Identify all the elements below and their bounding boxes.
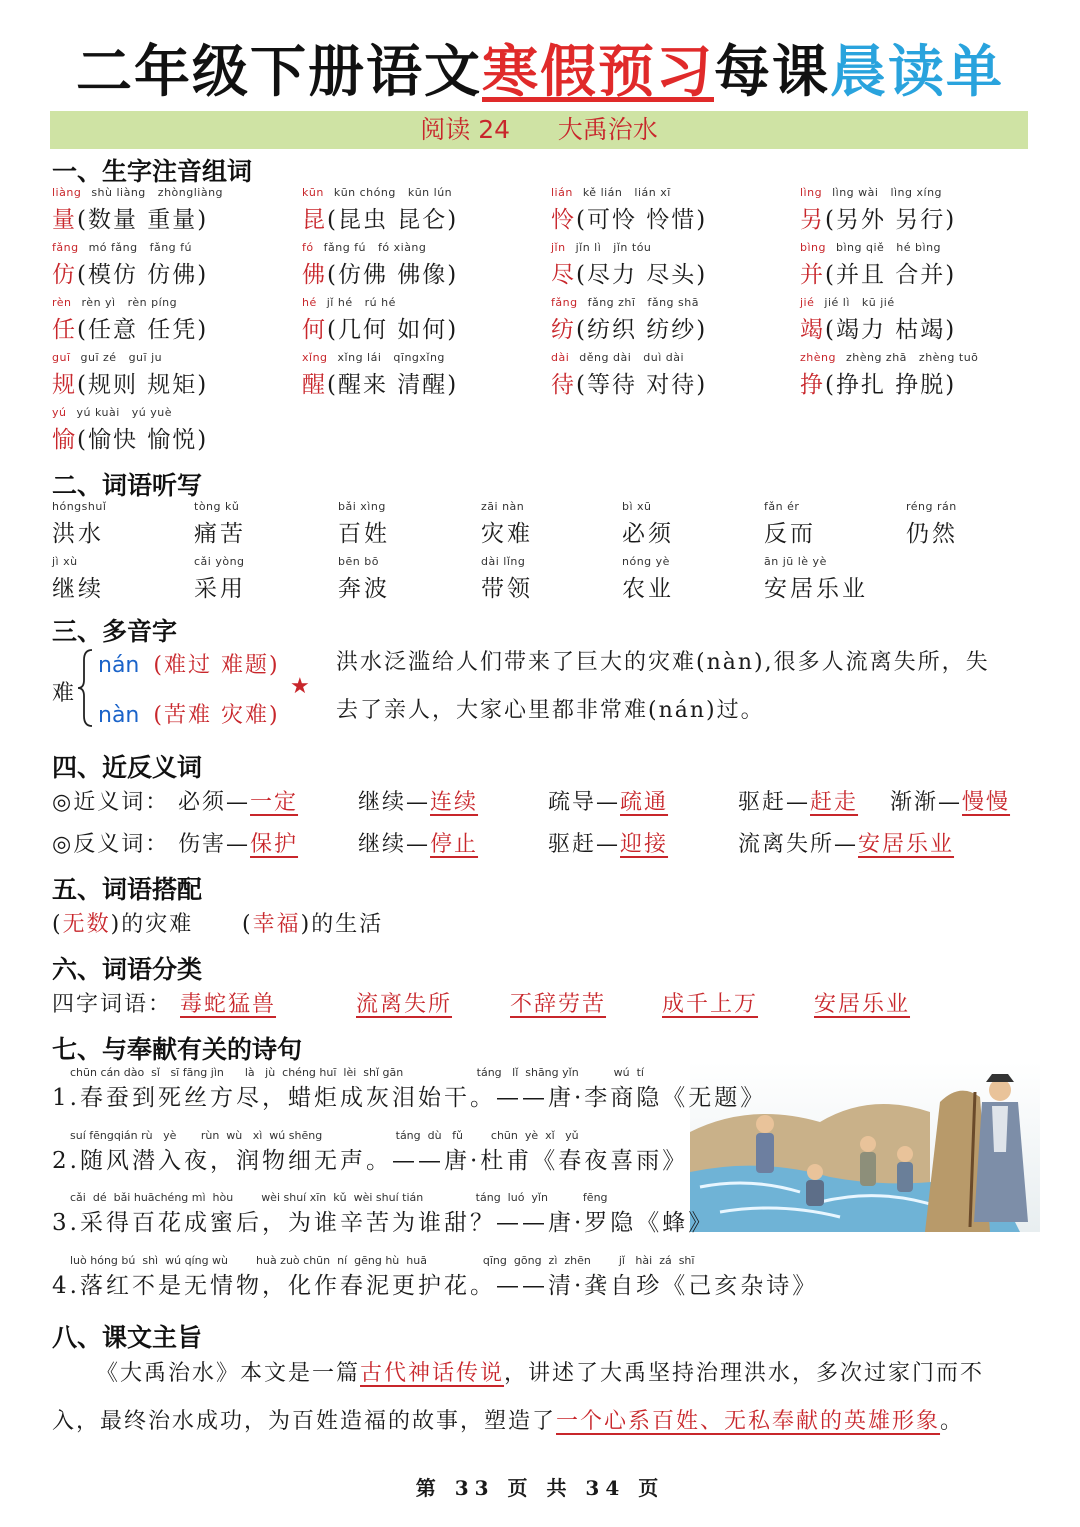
reading-1	[98, 648, 280, 679]
char-entry	[52, 351, 302, 399]
char-words	[52, 311, 302, 344]
word2-pinyin: qīngxǐng	[393, 351, 445, 364]
example-words: (纺织 纺纱)	[576, 317, 708, 343]
dictation-word	[52, 500, 192, 548]
example-words: (尽力 尽头)	[576, 262, 708, 288]
char-pinyin: fó	[302, 241, 314, 254]
example-words: (并且 合并)	[825, 262, 957, 288]
antonym-word: 流离失所—	[738, 832, 859, 857]
char-entry	[302, 186, 552, 234]
dictation-word	[481, 555, 621, 603]
word-pinyin: zāi nàn	[481, 500, 525, 513]
char-words	[52, 366, 302, 399]
word-text: 采用	[194, 576, 246, 602]
char-words	[800, 366, 1050, 399]
section1-heading: 一、生字注音组词	[52, 157, 253, 186]
antonym-pair	[358, 827, 478, 858]
char-pinyin: lìng	[800, 186, 823, 199]
word-pinyin: hóngshuǐ	[52, 500, 107, 513]
char-pinyin: hé	[302, 296, 317, 309]
word-text: 农业	[622, 576, 674, 602]
target-char: 竭	[800, 317, 825, 343]
target-char: 另	[800, 207, 825, 233]
four-char-word: 成千上万	[662, 992, 759, 1017]
char-entry	[551, 351, 801, 399]
title-part4: 晨读单	[830, 40, 1004, 105]
title-part2: 寒假预习	[482, 40, 714, 105]
char-pinyin: zhèng	[800, 351, 836, 364]
lesson-banner	[50, 111, 1028, 149]
collocation-2-text: )的生活	[300, 912, 384, 937]
char-entry	[302, 351, 552, 399]
word-pinyin: dài lǐng	[481, 555, 526, 568]
word2-pinyin: fǎng fú	[149, 241, 193, 254]
word-text: 灾难	[481, 521, 533, 547]
char-words	[800, 201, 1050, 234]
synonym-word: 疏导—	[548, 790, 621, 815]
synonym-answer: 一定	[250, 790, 299, 815]
word-text: 反而	[764, 521, 816, 547]
word2-pinyin: lìng xíng	[890, 186, 943, 199]
word-pinyin: bēn bō	[338, 555, 379, 568]
synonym-pair	[358, 785, 478, 816]
synonym-pair	[890, 785, 1010, 816]
poem-pinyin: luò hóng bú shì wú qíng wù huà zuò chūn ní gēng hù huā qīng gōng zì zhēn jǐ hài zá shī	[70, 1254, 695, 1267]
word2-pinyin: fǎng shā	[647, 296, 699, 309]
target-char: 怜	[551, 207, 576, 233]
antonym-label: ◎反义词：	[52, 832, 170, 857]
example-words: (竭力 枯竭)	[825, 317, 957, 343]
reading-2	[98, 698, 280, 729]
theme-line-1	[96, 1356, 984, 1387]
char-entry	[800, 296, 1050, 344]
antonym-word: 伤害—	[178, 832, 251, 857]
example-words: (昆虫 昆仑)	[327, 207, 459, 233]
word-text: 必须	[622, 521, 674, 547]
dictation-word	[194, 555, 334, 603]
word-text: 洪水	[52, 521, 104, 547]
antonym-word: 驱赶—	[548, 832, 621, 857]
word2-pinyin: yú yuè	[131, 406, 172, 419]
pinyin-line	[52, 186, 302, 201]
word-text: 仍然	[906, 521, 958, 547]
paren: (	[242, 912, 253, 937]
char-pinyin: fǎng	[551, 296, 578, 309]
char-pinyin: jié	[800, 296, 815, 309]
example-words: (任意 任凭)	[77, 317, 209, 343]
word1-pinyin: fǎng zhī	[587, 296, 636, 309]
word2-pinyin: zhèng tuō	[918, 351, 979, 364]
example-words: (可怜 怜惜)	[576, 207, 708, 233]
char-pinyin: kūn	[302, 186, 324, 199]
dictation-word	[481, 500, 621, 548]
synonym-word: 驱赶—	[738, 790, 811, 815]
pinyin-line	[52, 296, 302, 311]
word1-pinyin: kūn chóng	[333, 186, 396, 199]
char-words	[800, 311, 1050, 344]
char-words	[302, 311, 552, 344]
poem-line: 1.春蚕到死丝方尽，蜡炬成灰泪始干。——唐·李商隐《无题》	[52, 1085, 767, 1111]
dictation-word	[764, 555, 904, 603]
lesson-name: 大禹治水	[557, 115, 658, 144]
word1-pinyin: yú kuài	[76, 406, 120, 419]
word2-pinyin: zhòngliàng	[157, 186, 224, 199]
four-char-word: 不辞劳苦	[510, 992, 607, 1017]
pinyin-line	[800, 186, 1050, 201]
antonym-answer: 停止	[430, 832, 479, 857]
antonym-answer: 安居乐业	[858, 832, 955, 857]
dictation-word	[622, 555, 762, 603]
dictation-word	[194, 500, 334, 548]
word-pinyin: réng rán	[906, 500, 957, 513]
example-words: (数量 重量)	[77, 207, 209, 233]
example-words: (另外 另行)	[825, 207, 957, 233]
synonym-label: ◎近义词：	[52, 790, 170, 815]
pinyin-line	[52, 241, 302, 256]
synonym-pair	[548, 785, 668, 816]
word-pinyin: tòng kǔ	[194, 500, 240, 513]
word-text: 百姓	[338, 521, 390, 547]
pinyin-line	[52, 406, 302, 421]
dictation-word	[52, 555, 192, 603]
char-words	[551, 256, 801, 289]
word2-pinyin: rú hé	[364, 296, 396, 309]
antonym-pair	[548, 827, 668, 858]
reading-2-pinyin: nàn	[98, 703, 140, 728]
char-entry	[302, 296, 552, 344]
char-entry	[52, 186, 302, 234]
four-char-word: 毒蛇猛兽	[180, 992, 277, 1017]
char-pinyin: yú	[52, 406, 67, 419]
char-pinyin: jǐn	[551, 241, 566, 254]
char-pinyin: lián	[551, 186, 573, 199]
lesson-number: 阅读 24	[420, 115, 511, 144]
word-pinyin: nóng yè	[622, 555, 670, 568]
theme-text: 入，最终治水成功，为百姓造福的故事，塑造了	[52, 1409, 557, 1434]
example-words: (模仿 仿佛)	[77, 262, 209, 288]
theme-text: 《大禹治水》本文是一篇	[96, 1361, 361, 1386]
target-char: 量	[52, 207, 77, 233]
collocation-1	[52, 907, 193, 938]
example-words: (愉快 愉悦)	[77, 427, 209, 453]
word2-pinyin: kūn lún	[407, 186, 453, 199]
polyphone-sentence-1: 洪水泛滥给人们带来了巨大的灾难(nàn),很多人流离失所，失	[336, 650, 990, 675]
synonym-word: 渐渐—	[890, 790, 963, 815]
word2-pinyin: lián xī	[634, 186, 671, 199]
char-entry	[52, 406, 302, 454]
word1-pinyin: lìng wài	[832, 186, 879, 199]
poem-pinyin: cǎi dé bǎi huāchéng mì hòu wèi shuí xīn kǔ wèi shuí tián táng luó yǐn fēng	[70, 1191, 608, 1204]
section5-heading: 五、词语搭配	[52, 875, 203, 904]
example-words: (等待 对待)	[576, 372, 708, 398]
antonym-answer: 保护	[250, 832, 299, 857]
title-part3: 每课	[714, 40, 830, 105]
poem-line: 4.落红不是无情物，化作春泥更护花。——清·龚自珍《己亥杂诗》	[52, 1273, 819, 1299]
char-words	[52, 421, 302, 454]
example-words: (几何 如何)	[327, 317, 459, 343]
char-entry	[302, 241, 552, 289]
word1-pinyin: fǎng fú	[323, 241, 367, 254]
pinyin-line	[800, 351, 1050, 366]
char-pinyin: guī	[52, 351, 71, 364]
antonym-answer: 迎接	[620, 832, 669, 857]
theme-answer-2: 一个心系百姓、无私奉献的英雄形象	[556, 1409, 941, 1434]
section2-heading: 二、词语听写	[52, 471, 203, 500]
paren: (	[52, 912, 63, 937]
synonym-answer: 连续	[430, 790, 479, 815]
word-pinyin: bì xū	[622, 500, 652, 513]
collocation-2-answer: 幸福	[252, 912, 301, 937]
pinyin-line	[302, 351, 552, 366]
char-pinyin: rèn	[52, 296, 72, 309]
theme-line-2	[52, 1404, 964, 1435]
word2-pinyin: duì dài	[643, 351, 685, 364]
char-entry	[800, 186, 1050, 234]
char-pinyin: bìng	[800, 241, 826, 254]
char-entry	[551, 186, 801, 234]
star-icon: ★	[290, 674, 310, 699]
reading-1-pinyin: nán	[98, 653, 140, 678]
word2-pinyin: hé bìng	[896, 241, 942, 254]
word1-pinyin: jié lì	[824, 296, 850, 309]
char-pinyin: dài	[551, 351, 570, 364]
word1-pinyin: děng dài	[579, 351, 632, 364]
char-entry	[52, 296, 302, 344]
target-char: 待	[551, 372, 576, 398]
polyphone-char: 难	[52, 681, 75, 706]
word-text: 奔波	[338, 576, 390, 602]
char-words	[551, 311, 801, 344]
collocation-2	[242, 907, 383, 938]
char-words	[800, 256, 1050, 289]
poem-line: 3.采得百花成蜜后，为谁辛苦为谁甜？——唐·罗隐《蜂》	[52, 1210, 715, 1236]
synonym-pair	[738, 785, 858, 816]
target-char: 尽	[551, 262, 576, 288]
target-char: 纺	[551, 317, 576, 343]
pinyin-line	[52, 351, 302, 366]
word1-pinyin: shù liàng	[91, 186, 146, 199]
pinyin-line	[800, 296, 1050, 311]
target-char: 何	[302, 317, 327, 343]
example-words: (醒来 清醒)	[327, 372, 459, 398]
theme-text: ，讲述了大禹坚持治理洪水，多次过家门而不	[504, 1361, 985, 1386]
word-text: 痛苦	[194, 521, 246, 547]
pinyin-line	[302, 186, 552, 201]
char-pinyin: fǎng	[52, 241, 79, 254]
char-words	[52, 256, 302, 289]
target-char: 醒	[302, 372, 327, 398]
target-char: 昆	[302, 207, 327, 233]
word1-pinyin: jǐ hé	[326, 296, 353, 309]
section4-heading: 四、近反义词	[52, 753, 203, 782]
word2-pinyin: jǐn tóu	[613, 241, 652, 254]
pinyin-line	[551, 241, 801, 256]
word1-pinyin: xǐng lái	[337, 351, 382, 364]
word1-pinyin: zhèng zhā	[845, 351, 907, 364]
char-entry	[52, 241, 302, 289]
char-entry	[800, 351, 1050, 399]
section7-heading: 七、与奉献有关的诗句	[52, 1035, 303, 1064]
section8-heading: 八、课文主旨	[52, 1323, 203, 1352]
word-text: 安居乐业	[764, 576, 868, 602]
collocation-1-answer: 无数	[62, 912, 111, 937]
dictation-word	[906, 500, 1046, 548]
example-words: (规则 规矩)	[77, 372, 209, 398]
poem-pinyin: suí fēngqián rù yè rùn wù xì wú shēng táng dù fǔ chūn yè xǐ yǔ	[70, 1129, 579, 1142]
four-char-word: 安居乐业	[814, 992, 911, 1017]
theme-text: 。	[940, 1409, 965, 1434]
dictation-word	[338, 500, 478, 548]
target-char: 愉	[52, 427, 77, 453]
char-pinyin: liàng	[52, 186, 82, 199]
synonym-answer: 赶走	[810, 790, 859, 815]
antonym-pair	[738, 827, 954, 858]
synonym-pair	[178, 785, 298, 816]
pinyin-line	[551, 186, 801, 201]
word2-pinyin: rèn píng	[127, 296, 178, 309]
theme-answer-1: 古代神话传说	[360, 1361, 505, 1386]
synonym-answer: 慢慢	[962, 790, 1011, 815]
poem-pinyin: chūn cán dào sǐ sī fāng jìn là jù chéng huī lèi shǐ gān táng lǐ shāng yǐn wú tí	[70, 1066, 644, 1079]
char-pinyin: xǐng	[302, 351, 328, 364]
section3-heading: 三、多音字	[52, 617, 178, 646]
four-char-word: 流离失所	[356, 992, 453, 1017]
pinyin-line	[551, 351, 801, 366]
word2-pinyin: kū jié	[861, 296, 895, 309]
polyphone-sentence-2: 去了亲人，大家心里都非常难(nán)过。	[336, 698, 765, 723]
synonym-answer: 疏通	[620, 790, 669, 815]
target-char: 任	[52, 317, 77, 343]
pinyin-line	[302, 241, 552, 256]
word1-pinyin: jǐn lì	[575, 241, 602, 254]
target-char: 挣	[800, 372, 825, 398]
antonym-pair	[178, 827, 298, 858]
poem-line: 2.随风潜入夜，润物细无声。——唐·杜甫《春夜喜雨》	[52, 1148, 689, 1174]
section6-heading: 六、词语分类	[52, 955, 203, 984]
char-words	[52, 201, 302, 234]
reading-1-words: (难过 难题)	[153, 653, 280, 678]
word-pinyin: cǎi yòng	[194, 555, 245, 568]
brace-icon	[76, 648, 96, 728]
collocation-1-text: )的灾难	[110, 912, 194, 937]
synonym-word: 继续—	[358, 790, 431, 815]
char-words	[302, 366, 552, 399]
example-words: (挣扎 挣脱)	[825, 372, 957, 398]
word1-pinyin: bìng qiě	[836, 241, 885, 254]
word-text: 带领	[481, 576, 533, 602]
page-footer: 第 33 页 共 34 页	[415, 1476, 665, 1500]
antonym-word: 继续—	[358, 832, 431, 857]
dictation-word	[338, 555, 478, 603]
word1-pinyin: mó fǎng	[88, 241, 138, 254]
word2-pinyin: fó xiàng	[378, 241, 427, 254]
reading-2-words: (苦难 灾难)	[153, 703, 280, 728]
char-words	[551, 366, 801, 399]
page-title	[0, 28, 1080, 108]
pinyin-line	[551, 296, 801, 311]
char-words	[302, 201, 552, 234]
char-entry	[551, 241, 801, 289]
word1-pinyin: kě lián	[582, 186, 623, 199]
title-part1: 二年级下册语文	[76, 40, 482, 105]
dictation-word	[764, 500, 904, 548]
word-pinyin: fǎn ér	[764, 500, 800, 513]
word1-pinyin: guī zé	[80, 351, 117, 364]
classification-label: 四字词语：	[52, 992, 173, 1017]
pinyin-line	[800, 241, 1050, 256]
char-words	[551, 201, 801, 234]
word1-pinyin: rèn yì	[81, 296, 116, 309]
example-words: (仿佛 佛像)	[327, 262, 459, 288]
word-text: 继续	[52, 576, 104, 602]
target-char: 仿	[52, 262, 77, 288]
synonym-word: 必须—	[178, 790, 251, 815]
word-pinyin: jì xù	[52, 555, 78, 568]
pinyin-line	[302, 296, 552, 311]
target-char: 规	[52, 372, 77, 398]
char-entry	[800, 241, 1050, 289]
char-words	[302, 256, 552, 289]
char-entry	[551, 296, 801, 344]
word-pinyin: bǎi xìng	[338, 500, 386, 513]
word2-pinyin: guī ju	[128, 351, 163, 364]
word-pinyin: ān jū lè yè	[764, 555, 827, 568]
target-char: 并	[800, 262, 825, 288]
dictation-word	[622, 500, 762, 548]
target-char: 佛	[302, 262, 327, 288]
